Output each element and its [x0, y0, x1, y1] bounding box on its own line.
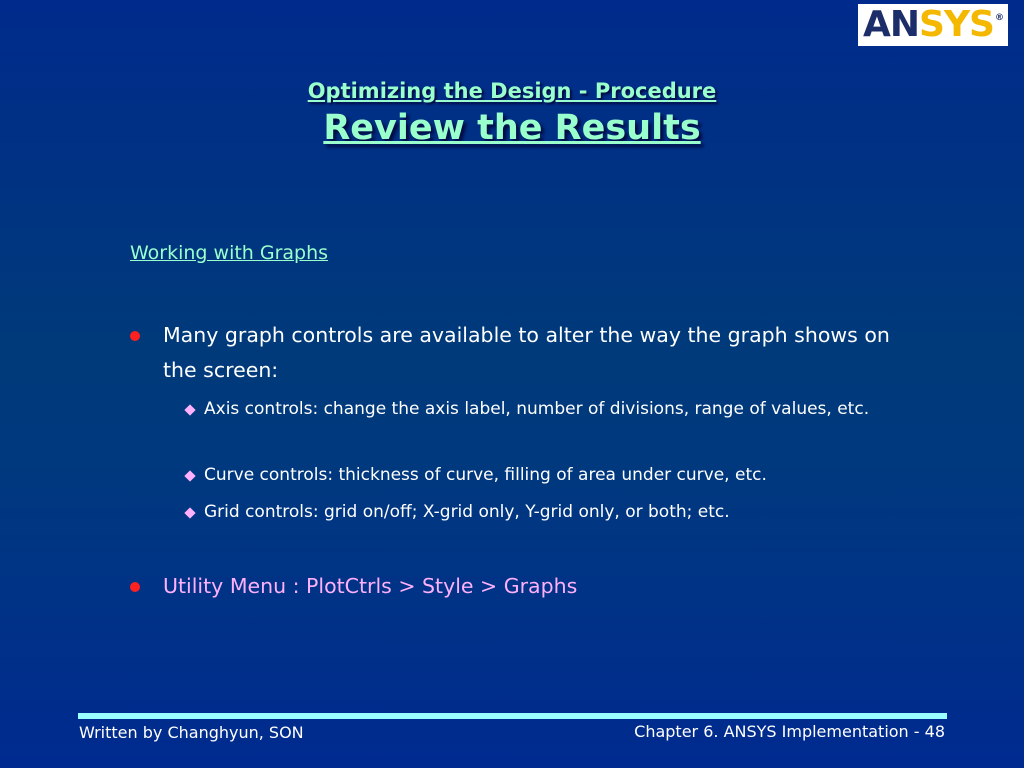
footer-page-info: Chapter 6. ANSYS Implementation - 48 [634, 722, 945, 741]
diamond-bullet-icon [184, 507, 195, 518]
menu-path-text: Utility Menu : PlotCtrls > Style > Graphs [163, 574, 578, 598]
logo-text-sys: SYS [919, 4, 994, 45]
sub-bullet-text: Curve controls: thickness of curve, filling of area under curve, etc. [204, 465, 767, 485]
bullet-dot-icon [130, 331, 140, 341]
footer-author: Written by Changhyun, SON [79, 723, 304, 742]
bullet-dot-icon [130, 582, 140, 592]
bullet-text: Many graph controls are available to alter the way the graph shows on the screen: [163, 323, 890, 382]
diamond-bullet-icon [184, 404, 195, 415]
logo-text-an: AN [863, 4, 920, 45]
logo-registered-mark: ® [994, 13, 1003, 23]
sub-bullet-text: Axis controls: change the axis label, number of divisions, range of values, etc. [204, 399, 870, 419]
footer-divider [78, 713, 947, 719]
section-heading: Working with Graphs [130, 242, 329, 264]
sub-bullet-text: Grid controls: grid on/off; X-grid only, Y-grid only, or both; etc. [204, 502, 730, 522]
ansys-logo [858, 4, 1008, 46]
slide-title: Review the Results [323, 108, 701, 148]
slide-subtitle: Optimizing the Design - Procedure [307, 79, 717, 103]
diamond-bullet-icon [184, 470, 195, 481]
